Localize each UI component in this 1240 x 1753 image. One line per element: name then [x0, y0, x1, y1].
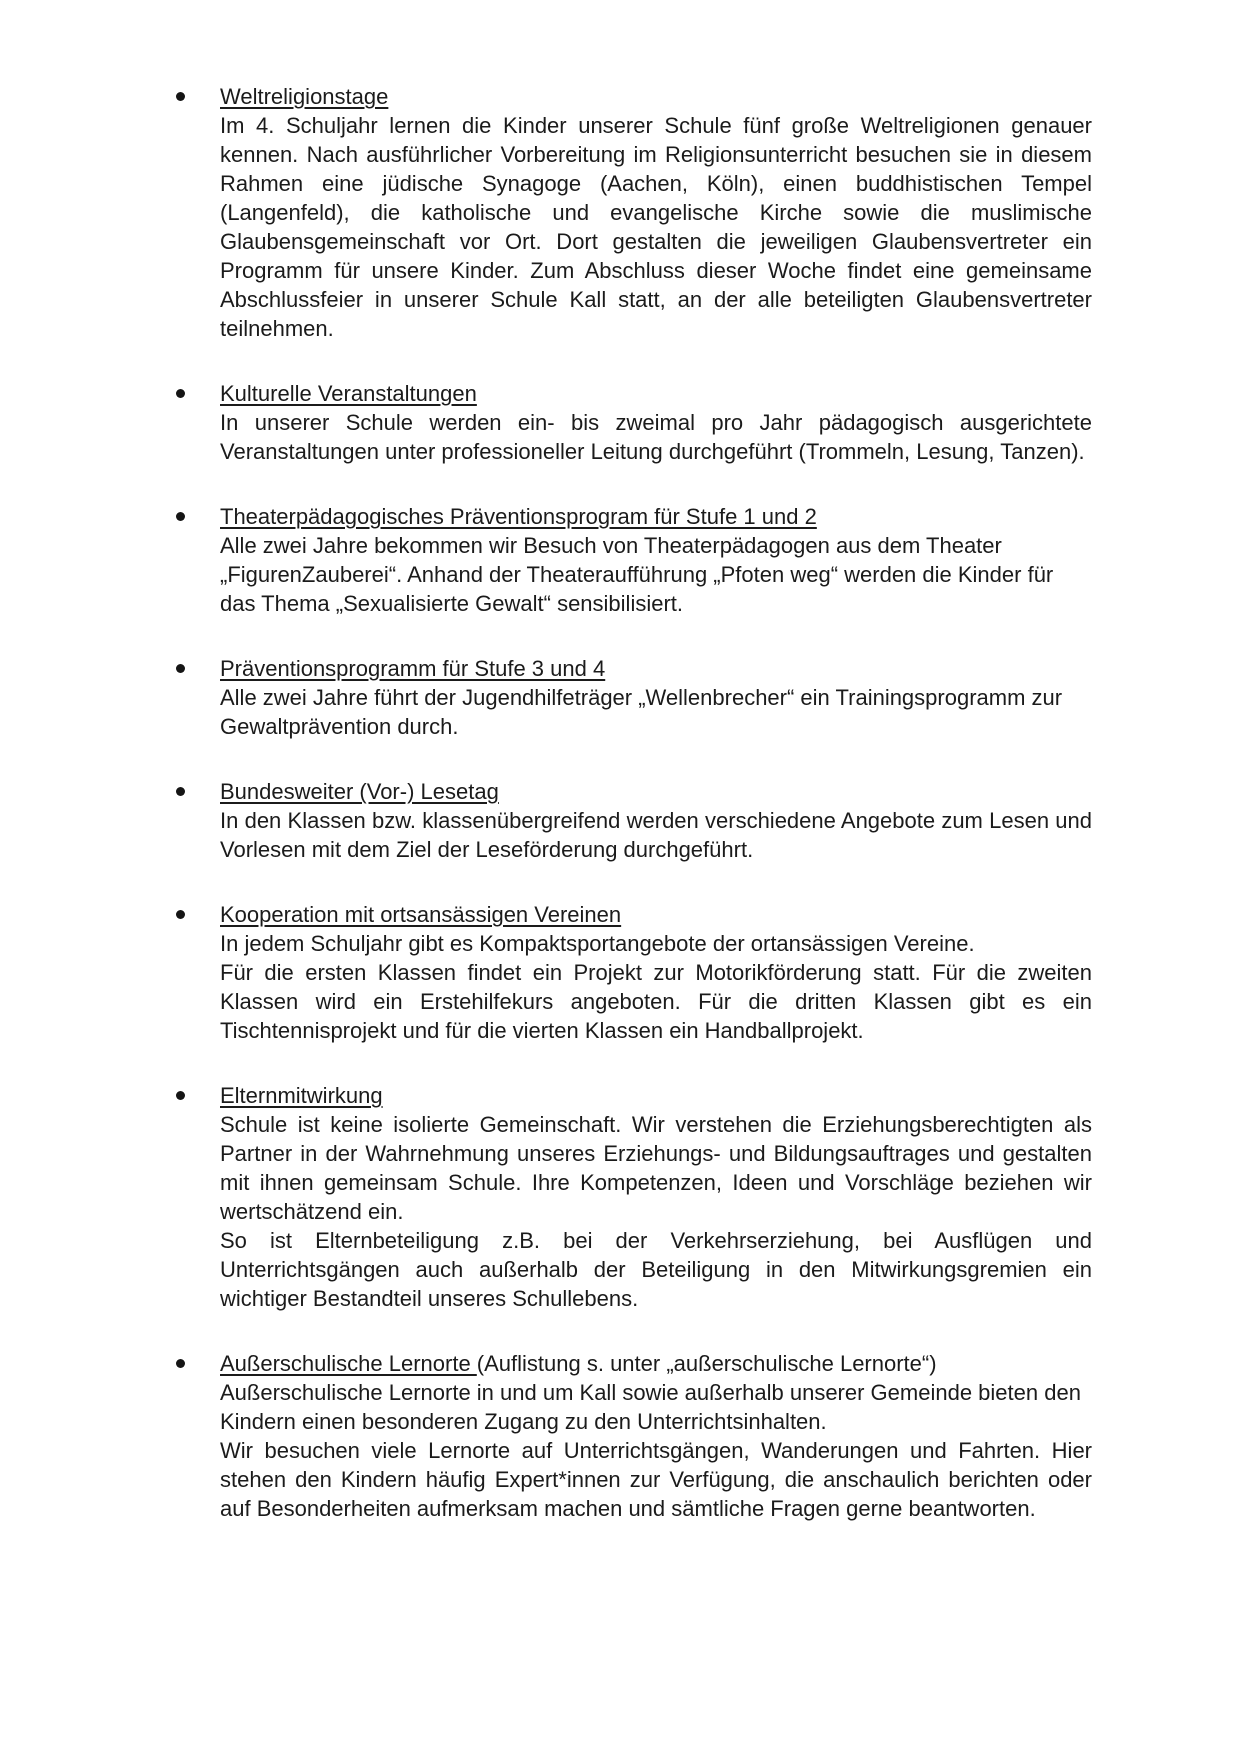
- item-title-line: [220, 82, 1092, 111]
- item-title-line: [220, 654, 1092, 683]
- item-paragraph: So ist Elternbeteiligung z.B. bei der Verkehrserziehung, bei Ausflügen und Unterrichtsgängen auch außerhalb der Beteiligung in den Mitwirkungsgremien ein wichtiger Bestandteil unseres Schullebens.: [220, 1228, 1092, 1311]
- item-title: Weltreligionstage: [220, 84, 389, 109]
- list-item: [220, 502, 1092, 618]
- item-title: Kooperation mit ortsansässigen Vereinen: [220, 902, 622, 927]
- bullet-icon: [176, 1091, 185, 1100]
- item-paragraph: In unserer Schule werden ein- bis zweimal pro Jahr pädagogisch ausgerichtete Veranstaltungen unter professioneller Leitung durchgeführt (Trommeln, Lesung, Tanzen).: [220, 410, 1092, 464]
- item-title-line: [220, 379, 1092, 408]
- bullet-icon: [176, 787, 185, 796]
- item-title: Außerschulische Lernorte: [220, 1351, 477, 1376]
- item-paragraph: Für die ersten Klassen findet ein Projekt zur Motorikförderung statt. Für die zweiten Klassen wird ein Erstehilfekurs angeboten. Für die dritten Klassen gibt es ein Tischtennisprojekt und für die vierten Klassen ein Handballprojekt.: [220, 960, 1092, 1043]
- item-title-line: [220, 1349, 1092, 1378]
- list-item: [220, 379, 1092, 466]
- item-title: Präventionsprogramm für Stufe 3 und 4: [220, 656, 606, 681]
- item-paragraph: Außerschulische Lernorte in und um Kall sowie außerhalb unserer Gemeinde bieten den Kindern einen besonderen Zugang zu den Unterrichtsinhalten.: [220, 1380, 1081, 1434]
- item-title: Bundesweiter (Vor-) Lesetag: [220, 779, 499, 804]
- bullet-icon: [176, 1359, 185, 1368]
- list-item: [220, 1349, 1092, 1523]
- item-title: Kulturelle Veranstaltungen: [220, 381, 477, 406]
- bullet-icon: [176, 512, 185, 521]
- item-title-suffix: (Auflistung s. unter „außerschulische Lernorte“): [476, 1351, 937, 1376]
- list-item: [220, 900, 1092, 1045]
- list-item: [220, 82, 1092, 343]
- bullet-icon: [176, 92, 185, 101]
- list-item: [220, 777, 1092, 864]
- bullet-icon: [176, 664, 185, 673]
- item-title-line: [220, 1081, 1092, 1110]
- item-paragraph: Wir besuchen viele Lernorte auf Unterrichtsgängen, Wanderungen und Fahrten. Hier stehen den Kindern häufig Expert*innen zur Verfügung, die anschaulich berichten oder auf Besonderheiten aufmerksam machen und sämtliche Fragen gerne beantworten.: [220, 1438, 1092, 1521]
- bullet-icon: [176, 910, 185, 919]
- item-title: Theaterpädagogisches Präventionsprogram für Stufe 1 und 2: [220, 504, 817, 529]
- list-item: [220, 654, 1092, 741]
- item-title-line: [220, 777, 1092, 806]
- item-paragraph: Schule ist keine isolierte Gemeinschaft. Wir verstehen die Erziehungsberechtigten als Partner in der Wahrnehmung unseres Erziehungs- und Bildungsauftrages und gestalten mit ihnen gemeinsam Schule. Ihre Kompetenzen, Ideen und Vorschläge beziehen wir wertschätzend ein.: [220, 1112, 1092, 1224]
- item-title-line: [220, 900, 1092, 929]
- item-paragraph: In jedem Schuljahr gibt es Kompaktsportangebote der ortansässigen Vereine.: [220, 931, 975, 956]
- item-paragraph: Im 4. Schuljahr lernen die Kinder unserer Schule fünf große Weltreligionen genauer kennen. Nach ausführlicher Vorbereitung im Religionsunterricht besuchen sie in diesem Rahmen eine jüdische Synagoge (Aachen, Köln), einen buddhistischen Tempel (Langenfeld), die katholische und evangelische Kirche sowie die muslimische Glaubensgemeinschaft vor Ort. Dort gestalten die jeweiligen Glaubensvertreter ein Programm für unsere Kinder. Zum Abschluss dieser Woche findet eine gemeinsame Abschlussfeier in unserer Schule Kall statt, an der alle beteiligten Glaubensvertreter teilnehmen.: [220, 113, 1092, 341]
- bullet-icon: [176, 389, 185, 398]
- item-paragraph: In den Klassen bzw. klassenübergreifend werden verschiedene Angebote zum Lesen und Vorlesen mit dem Ziel der Leseförderung durchgeführt.: [220, 808, 1092, 862]
- item-paragraph: Alle zwei Jahre bekommen wir Besuch von Theaterpädagogen aus dem Theater „FigurenZauberei“. Anhand der Theateraufführung „Pfoten weg“ werden die Kinder für das Thema „Sexualisierte Gewalt“ sensibilisiert.: [220, 533, 1054, 616]
- bullet-list: [220, 82, 1092, 1523]
- list-item: [220, 1081, 1092, 1313]
- item-title: Elternmitwirkung: [220, 1083, 383, 1108]
- item-title-line: [220, 502, 1092, 531]
- item-paragraph: Alle zwei Jahre führt der Jugendhilfeträger „Wellenbrecher“ ein Trainingsprogramm zur Gewaltprävention durch.: [220, 685, 1063, 739]
